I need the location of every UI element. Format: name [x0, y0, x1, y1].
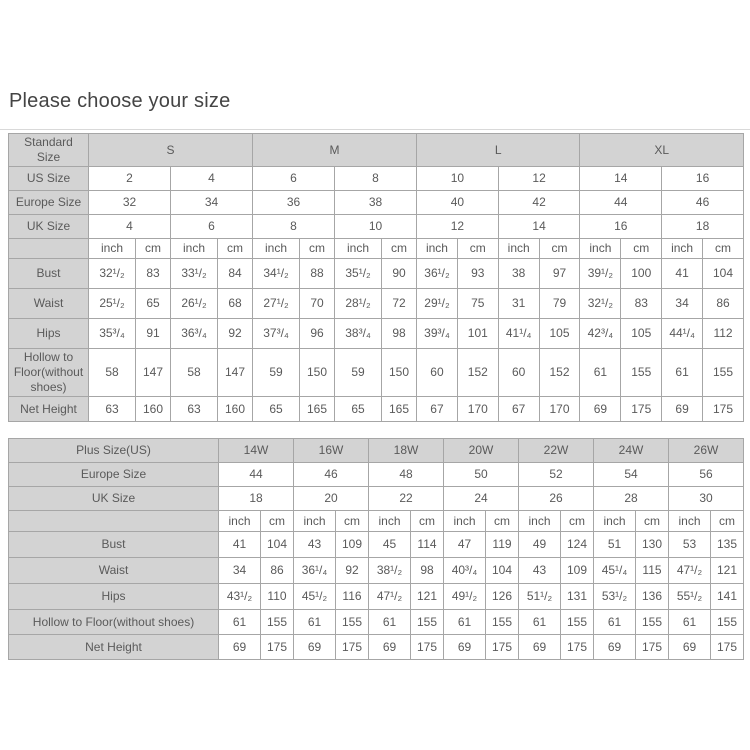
- measure-value: 38¹/₂: [369, 558, 411, 584]
- unit-cm: cm: [218, 239, 253, 259]
- table-row: [9, 511, 744, 532]
- measure-value: 41: [662, 259, 703, 289]
- title-divider: [0, 129, 750, 130]
- size-value: 14: [580, 167, 662, 191]
- measure-value: 155: [486, 610, 519, 635]
- measure-value: 75: [457, 289, 498, 319]
- measure-value: 96: [300, 319, 335, 349]
- measure-value: 110: [261, 584, 294, 610]
- measure-value: 25¹/₂: [89, 289, 136, 319]
- unit-inch: inch: [580, 239, 621, 259]
- measure-value: 43: [519, 558, 561, 584]
- unit-spacer: [9, 239, 89, 259]
- page-title: Please choose your size: [9, 90, 231, 112]
- measure-value: 150: [382, 349, 417, 397]
- measure-value: 51¹/₂: [519, 584, 561, 610]
- measure-value: 59: [253, 349, 300, 397]
- measure-value: 69: [369, 635, 411, 660]
- unit-cm: cm: [411, 511, 444, 532]
- measure-value: 41: [219, 532, 261, 558]
- measure-value: 92: [218, 319, 253, 349]
- size-group-header: XL: [580, 134, 744, 167]
- size-value: 10: [335, 215, 417, 239]
- row-label: US Size: [9, 167, 89, 191]
- measure-value: 69: [594, 635, 636, 660]
- measure-value: 53¹/₂: [594, 584, 636, 610]
- measure-value: 60: [498, 349, 539, 397]
- measure-value: 136: [636, 584, 669, 610]
- size-value: 34: [171, 191, 253, 215]
- measure-value: 45¹/₂: [294, 584, 336, 610]
- unit-inch: inch: [294, 511, 336, 532]
- measure-value: 38³/₄: [335, 319, 382, 349]
- measure-value: 39³/₄: [417, 319, 458, 349]
- size-value: 16: [580, 215, 662, 239]
- row-label: Bust: [9, 259, 89, 289]
- size-value: 44: [219, 463, 294, 487]
- size-value: 10: [417, 167, 499, 191]
- size-value: 26: [519, 487, 594, 511]
- unit-cm: cm: [703, 239, 744, 259]
- size-value: 18: [662, 215, 744, 239]
- measure-value: 131: [561, 584, 594, 610]
- measure-value: 61: [294, 610, 336, 635]
- size-group-header: 22W: [519, 439, 594, 463]
- measure-value: 124: [561, 532, 594, 558]
- measure-value: 61: [669, 610, 711, 635]
- measure-value: 60: [417, 349, 458, 397]
- size-group-header: M: [253, 134, 417, 167]
- size-value: 2: [89, 167, 171, 191]
- row-label: Europe Size: [9, 463, 219, 487]
- measure-value: 155: [411, 610, 444, 635]
- measure-value: 91: [136, 319, 171, 349]
- measure-value: 36¹/₂: [417, 259, 458, 289]
- measure-value: 28¹/₂: [335, 289, 382, 319]
- table-row: [9, 558, 744, 584]
- size-value: 28: [594, 487, 669, 511]
- unit-inch: inch: [89, 239, 136, 259]
- measure-value: 68: [218, 289, 253, 319]
- measure-value: 105: [621, 319, 662, 349]
- size-group-header: 20W: [444, 439, 519, 463]
- size-group-header: S: [89, 134, 253, 167]
- measure-value: 70: [300, 289, 335, 319]
- measure-value: 67: [417, 397, 458, 422]
- measure-value: 65: [335, 397, 382, 422]
- row-label: Net Height: [9, 635, 219, 660]
- size-value: 8: [253, 215, 335, 239]
- measure-value: 43: [294, 532, 336, 558]
- measure-value: 155: [261, 610, 294, 635]
- size-value: 6: [253, 167, 335, 191]
- unit-cm: cm: [486, 511, 519, 532]
- size-value: 36: [253, 191, 335, 215]
- unit-inch: inch: [594, 511, 636, 532]
- table-row: [9, 397, 744, 422]
- measure-value: 34¹/₂: [253, 259, 300, 289]
- measure-value: 29¹/₂: [417, 289, 458, 319]
- measure-value: 69: [669, 635, 711, 660]
- measure-value: 51: [594, 532, 636, 558]
- measure-value: 43¹/₂: [219, 584, 261, 610]
- table-row: [9, 610, 744, 635]
- table-row: [9, 349, 744, 397]
- size-value: 20: [294, 487, 369, 511]
- size-value: 38: [335, 191, 417, 215]
- measure-value: 90: [382, 259, 417, 289]
- measure-value: 26¹/₂: [171, 289, 218, 319]
- size-value: 16: [662, 167, 744, 191]
- measure-value: 49: [519, 532, 561, 558]
- measure-value: 61: [369, 610, 411, 635]
- measure-value: 44¹/₄: [662, 319, 703, 349]
- measure-value: 155: [561, 610, 594, 635]
- measure-value: 175: [703, 397, 744, 422]
- size-value: 50: [444, 463, 519, 487]
- measure-value: 36³/₄: [171, 319, 218, 349]
- size-value: 22: [369, 487, 444, 511]
- table-header-label: Plus Size(US): [9, 439, 219, 463]
- measure-value: 38: [498, 259, 539, 289]
- measure-value: 35¹/₂: [335, 259, 382, 289]
- table-row: [9, 215, 744, 239]
- table-header-label: Standard Size: [9, 134, 89, 167]
- size-value: 12: [498, 167, 580, 191]
- measure-value: 98: [382, 319, 417, 349]
- size-value: 30: [669, 487, 744, 511]
- measure-value: 69: [580, 397, 621, 422]
- unit-cm: cm: [636, 511, 669, 532]
- measure-value: 155: [636, 610, 669, 635]
- table-row: [9, 239, 744, 259]
- measure-value: 105: [539, 319, 580, 349]
- measure-value: 121: [711, 558, 744, 584]
- size-value: 24: [444, 487, 519, 511]
- size-value: 8: [335, 167, 417, 191]
- measure-value: 69: [662, 397, 703, 422]
- measure-value: 41¹/₄: [498, 319, 539, 349]
- measure-value: 34: [219, 558, 261, 584]
- measure-value: 58: [89, 349, 136, 397]
- measure-value: 175: [261, 635, 294, 660]
- row-label: UK Size: [9, 215, 89, 239]
- size-value: 46: [294, 463, 369, 487]
- size-group-header: 16W: [294, 439, 369, 463]
- size-value: 18: [219, 487, 294, 511]
- plus-size-table: [8, 438, 744, 660]
- size-value: 46: [662, 191, 744, 215]
- unit-inch: inch: [669, 511, 711, 532]
- measure-value: 152: [457, 349, 498, 397]
- measure-value: 150: [300, 349, 335, 397]
- measure-value: 155: [336, 610, 369, 635]
- measure-value: 175: [486, 635, 519, 660]
- measure-value: 55¹/₂: [669, 584, 711, 610]
- size-value: 44: [580, 191, 662, 215]
- measure-value: 69: [444, 635, 486, 660]
- measure-value: 175: [711, 635, 744, 660]
- unit-cm: cm: [539, 239, 580, 259]
- measure-value: 40³/₄: [444, 558, 486, 584]
- table-row: [9, 439, 744, 463]
- measure-value: 165: [300, 397, 335, 422]
- table-row: [9, 584, 744, 610]
- size-group-header: 24W: [594, 439, 669, 463]
- measure-value: 175: [561, 635, 594, 660]
- measure-value: 42³/₄: [580, 319, 621, 349]
- measure-value: 61: [594, 610, 636, 635]
- unit-cm: cm: [457, 239, 498, 259]
- measure-value: 155: [703, 349, 744, 397]
- measure-value: 92: [336, 558, 369, 584]
- unit-inch: inch: [369, 511, 411, 532]
- table-row: [9, 463, 744, 487]
- measure-value: 175: [621, 397, 662, 422]
- row-label: Bust: [9, 532, 219, 558]
- standard-size-table: [8, 133, 744, 422]
- size-value: 14: [498, 215, 580, 239]
- row-label: Waist: [9, 289, 89, 319]
- measure-value: 141: [711, 584, 744, 610]
- measure-value: 119: [486, 532, 519, 558]
- measure-value: 59: [335, 349, 382, 397]
- row-label: Net Height: [9, 397, 89, 422]
- measure-value: 104: [703, 259, 744, 289]
- measure-value: 47¹/₂: [369, 584, 411, 610]
- unit-cm: cm: [136, 239, 171, 259]
- measure-value: 170: [539, 397, 580, 422]
- row-label: Europe Size: [9, 191, 89, 215]
- measure-value: 88: [300, 259, 335, 289]
- measure-value: 147: [136, 349, 171, 397]
- measure-value: 69: [294, 635, 336, 660]
- measure-value: 116: [336, 584, 369, 610]
- table-row: [9, 167, 744, 191]
- measure-value: 175: [336, 635, 369, 660]
- size-value: 56: [669, 463, 744, 487]
- measure-value: 37³/₄: [253, 319, 300, 349]
- measure-value: 31: [498, 289, 539, 319]
- measure-value: 61: [444, 610, 486, 635]
- measure-value: 34: [662, 289, 703, 319]
- measure-value: 165: [382, 397, 417, 422]
- unit-inch: inch: [335, 239, 382, 259]
- table-row: [9, 134, 744, 167]
- measure-value: 53: [669, 532, 711, 558]
- measure-value: 67: [498, 397, 539, 422]
- size-value: 32: [89, 191, 171, 215]
- measure-value: 47: [444, 532, 486, 558]
- size-value: 12: [417, 215, 499, 239]
- measure-value: 135: [711, 532, 744, 558]
- row-label: Hollow to Floor(without shoes): [9, 349, 89, 397]
- measure-value: 104: [486, 558, 519, 584]
- size-value: 52: [519, 463, 594, 487]
- table-row: [9, 635, 744, 660]
- measure-value: 61: [580, 349, 621, 397]
- measure-value: 109: [561, 558, 594, 584]
- unit-cm: cm: [621, 239, 662, 259]
- table-row: [9, 191, 744, 215]
- measure-value: 36¹/₄: [294, 558, 336, 584]
- unit-inch: inch: [498, 239, 539, 259]
- size-value: 4: [89, 215, 171, 239]
- measure-value: 86: [261, 558, 294, 584]
- row-label: Hollow to Floor(without shoes): [9, 610, 219, 635]
- measure-value: 104: [261, 532, 294, 558]
- table-row: [9, 319, 744, 349]
- measure-value: 160: [136, 397, 171, 422]
- measure-value: 101: [457, 319, 498, 349]
- measure-value: 35³/₄: [89, 319, 136, 349]
- row-label: Hips: [9, 584, 219, 610]
- measure-value: 160: [218, 397, 253, 422]
- measure-value: 69: [219, 635, 261, 660]
- table-row: [9, 289, 744, 319]
- size-value: 6: [171, 215, 253, 239]
- measure-value: 130: [636, 532, 669, 558]
- measure-value: 155: [621, 349, 662, 397]
- unit-cm: cm: [261, 511, 294, 532]
- unit-cm: cm: [561, 511, 594, 532]
- unit-cm: cm: [336, 511, 369, 532]
- unit-inch: inch: [662, 239, 703, 259]
- measure-value: 86: [703, 289, 744, 319]
- size-value: 42: [498, 191, 580, 215]
- measure-value: 49¹/₂: [444, 584, 486, 610]
- measure-value: 61: [662, 349, 703, 397]
- measure-value: 83: [136, 259, 171, 289]
- table-row: [9, 532, 744, 558]
- measure-value: 45: [369, 532, 411, 558]
- table-row: [9, 487, 744, 511]
- unit-inch: inch: [444, 511, 486, 532]
- unit-cm: cm: [382, 239, 417, 259]
- measure-value: 63: [89, 397, 136, 422]
- size-value: 54: [594, 463, 669, 487]
- measure-value: 58: [171, 349, 218, 397]
- measure-value: 45¹/₄: [594, 558, 636, 584]
- unit-spacer: [9, 511, 219, 532]
- measure-value: 69: [519, 635, 561, 660]
- measure-value: 175: [411, 635, 444, 660]
- measure-value: 175: [636, 635, 669, 660]
- measure-value: 65: [136, 289, 171, 319]
- measure-value: 147: [218, 349, 253, 397]
- size-group-header: 14W: [219, 439, 294, 463]
- row-label: Waist: [9, 558, 219, 584]
- measure-value: 97: [539, 259, 580, 289]
- measure-value: 32¹/₂: [580, 289, 621, 319]
- unit-inch: inch: [519, 511, 561, 532]
- unit-cm: cm: [300, 239, 335, 259]
- measure-value: 155: [711, 610, 744, 635]
- measure-value: 65: [253, 397, 300, 422]
- unit-inch: inch: [171, 239, 218, 259]
- measure-value: 93: [457, 259, 498, 289]
- measure-value: 170: [457, 397, 498, 422]
- measure-value: 27¹/₂: [253, 289, 300, 319]
- row-label: Hips: [9, 319, 89, 349]
- measure-value: 152: [539, 349, 580, 397]
- size-value: 4: [171, 167, 253, 191]
- measure-value: 126: [486, 584, 519, 610]
- measure-value: 98: [411, 558, 444, 584]
- row-label: UK Size: [9, 487, 219, 511]
- measure-value: 112: [703, 319, 744, 349]
- measure-value: 84: [218, 259, 253, 289]
- size-group-header: 18W: [369, 439, 444, 463]
- table-row: [9, 259, 744, 289]
- measure-value: 83: [621, 289, 662, 319]
- measure-value: 61: [219, 610, 261, 635]
- measure-value: 72: [382, 289, 417, 319]
- unit-inch: inch: [417, 239, 458, 259]
- measure-value: 39¹/₂: [580, 259, 621, 289]
- measure-value: 109: [336, 532, 369, 558]
- measure-value: 33¹/₂: [171, 259, 218, 289]
- size-group-header: 26W: [669, 439, 744, 463]
- measure-value: 115: [636, 558, 669, 584]
- measure-value: 32¹/₂: [89, 259, 136, 289]
- unit-inch: inch: [253, 239, 300, 259]
- measure-value: 114: [411, 532, 444, 558]
- size-group-header: L: [417, 134, 580, 167]
- size-value: 48: [369, 463, 444, 487]
- measure-value: 100: [621, 259, 662, 289]
- measure-value: 121: [411, 584, 444, 610]
- size-value: 40: [417, 191, 499, 215]
- measure-value: 47¹/₂: [669, 558, 711, 584]
- measure-value: 63: [171, 397, 218, 422]
- unit-cm: cm: [711, 511, 744, 532]
- unit-inch: inch: [219, 511, 261, 532]
- measure-value: 61: [519, 610, 561, 635]
- measure-value: 79: [539, 289, 580, 319]
